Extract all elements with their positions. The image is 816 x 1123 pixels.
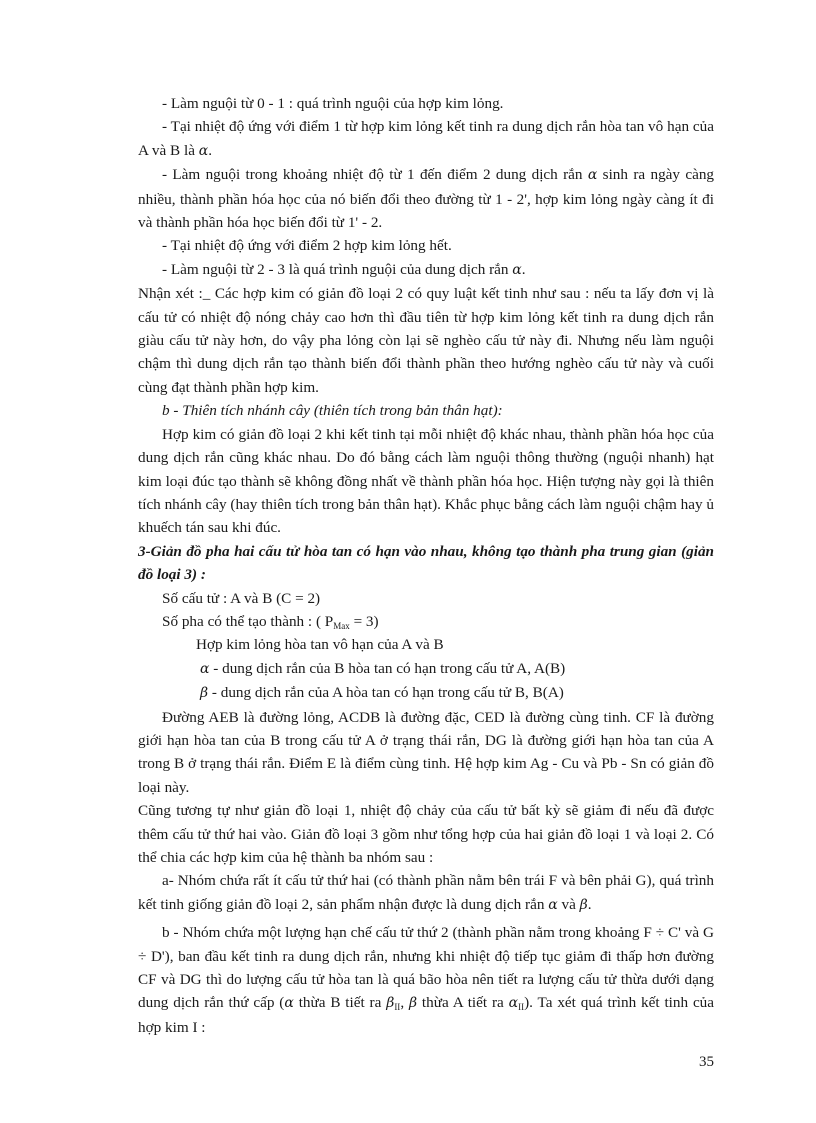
beta-symbol: β [386,995,395,1012]
text: . [208,141,213,159]
alpha-symbol: α [284,995,294,1012]
line-point-2: - Tại nhiệt độ ứng với điểm 2 hợp kim lỏng hết. [162,237,452,255]
text: . [587,895,592,913]
phase-alpha [138,657,714,681]
text: - Làm nguội trong khoảng nhiệt độ từ 1 đến điểm 2 dung dịch rắn [162,166,583,184]
remark-paragraph: Nhận xét :_ Các hợp kim có giản đồ loại 2 có quy luật kết tinh như sau : nếu ta lấy đơn vị là cấu tử có nhiệt độ nóng chảy cao hơn thì đầu tiên từ hợp kim lỏng kết tinh ra dung dịch rắn giàu cấu tử này hơn, do vậy pha lỏng còn lại sẽ nghèo cấu tử này đi. Nhưng nếu làm nguội chậm thì dung dịch rắn tạo thành biến đổi thành phần theo hướng nghèo cấu tử này và cuối cùng đạt thành phần hợp kim. [138,285,714,396]
phase-liquid: Hợp kim lỏng hòa tan vô hạn của A và B [196,636,444,654]
beta-symbol: β [200,685,209,702]
alpha-symbol: α [548,896,558,913]
alpha-symbol: α [200,660,210,677]
text: , [400,994,405,1012]
line-cooling-2-3 [138,258,714,282]
subscript-max: Max [333,620,350,631]
subscript-ii: II [518,1002,525,1013]
line-cooling-1-2 [138,163,714,234]
page-body [138,92,714,1039]
text: b - Nhóm chứa một lượng hạn chế cấu tử thứ 2 (thành phần nằm trong khoảng F ÷ C' và G ÷ D'), ban đầu kết tinh ra dung dịch rắn, nhưng khi nhiệt độ tiếp tục giảm đi thấp hơn đường CF và DG thì do lượng cấu tử hòa tan là quá bão hòa nên tiết ra lượng cấu tử thừa dưới dạng dung dịch rắn thứ cấp ( [138,924,714,1012]
line-point-1 [138,115,714,163]
line-cooling-0-1: - Làm nguội từ 0 - 1 : quá trình nguội của hợp kim lỏng. [162,95,504,112]
text: . [521,260,526,278]
phase-beta [138,681,714,705]
text: và [561,895,576,913]
page-number: 35 [699,1054,714,1070]
dendritic-paragraph: Hợp kim có giản đồ loại 2 khi kết tinh tại mỗi nhiệt độ khác nhau, thành phần hóa học của dung dịch rắn cũng khác nhau. Do đó bằng cách làm nguội thông thường (nguội nhanh) hạt kim loại đúc tạo thành sẽ không đồng nhất về thành phần hóa học. Hiện tượng này gọi là thiên tích nhánh cây (hay thiên tích trong bản thân hạt). Khắc phục bằng cách làm nguội chậm hay ủ khuếch tán sau khi đúc. [138,425,714,537]
text: Số pha có thể tạo thành : ( P [162,612,334,630]
text: - dung dịch rắn của A hòa tan có hạn trong cấu tử B, B(A) [211,684,564,702]
text: ). Ta xét quá trình kết tinh của hợp kim I : [138,994,715,1036]
subscript-ii: II [394,1002,401,1013]
text: - Làm nguội từ 2 - 3 là quá trình nguội của dung dịch rắn [162,260,509,278]
alpha-symbol: α [508,995,519,1012]
component-count: Số cấu tử : A và B (C = 2) [162,589,321,607]
text: = 3) [353,612,379,630]
text: sinh ra ngày càng nhiều, thành phần hóa học của nó biến đổi theo đường từ 1 - 2', hợp kim lỏng ngày càng ít đi và thành phần hóa học biến đổi từ 1' - 2. [138,166,715,232]
lines-description-paragraph: Đường AEB là đường lỏng, ACDB là đường đặc, CED là đường cùng tinh. CF là đường giới hạn hòa tan của B trong cấu tử A ở trạng thái rắn, DG là đường giới hạn hòa tan của A trong B ở trạng thái rắn. Điểm E là điểm cùng tinh. Hệ hợp kim Ag - Cu và Pb - Sn có giản đồ loại này. [138,708,714,796]
text: thừa B tiết ra [298,994,382,1012]
beta-symbol: β [408,995,418,1012]
group-a-paragraph [138,869,714,917]
alpha-symbol: α [512,261,522,278]
group-b-paragraph [138,921,714,1039]
text: - Tại nhiệt độ ứng với điểm 1 từ hợp kim lỏng kết tinh ra dung dịch rắn hòa tan vô hạn của A và B là [138,118,714,159]
text: - dung dịch rắn của B hòa tan có hạn trong cấu tử A, A(B) [213,659,566,677]
similarity-paragraph: Cũng tương tự như giản đồ loại 1, nhiệt độ chảy của cấu tử bất kỳ sẽ giảm đi nếu đã được thêm cấu tử thứ hai vào. Giản đồ loại 3 gồm như tổng hợp của hai giản đồ loại 1 và loại 2. Có thể chia các hợp kim của hệ thành ba nhóm sau : [138,802,714,866]
beta-symbol: β [579,896,588,913]
alpha-symbol: α [587,167,598,184]
subheading-dendritic-segregation: b - Thiên tích nhánh cây (thiên tích trong bản thân hạt): [162,402,503,420]
text: thừa A tiết ra [421,994,504,1012]
alpha-symbol: α [198,142,209,159]
text: a- Nhóm chứa rất ít cấu tử thứ hai (có thành phần nằm bên trái F và bên phải G), quá trình kết tinh giống giản đồ loại 2, sản phẩm nhận được là dung dịch rắn [138,872,714,913]
phase-count [138,610,714,633]
section-heading-diagram-3: 3-Giản đồ pha hai cấu tử hòa tan có hạn vào nhau, không tạo thành pha trung gian (giản đồ loại 3) : [138,542,714,584]
